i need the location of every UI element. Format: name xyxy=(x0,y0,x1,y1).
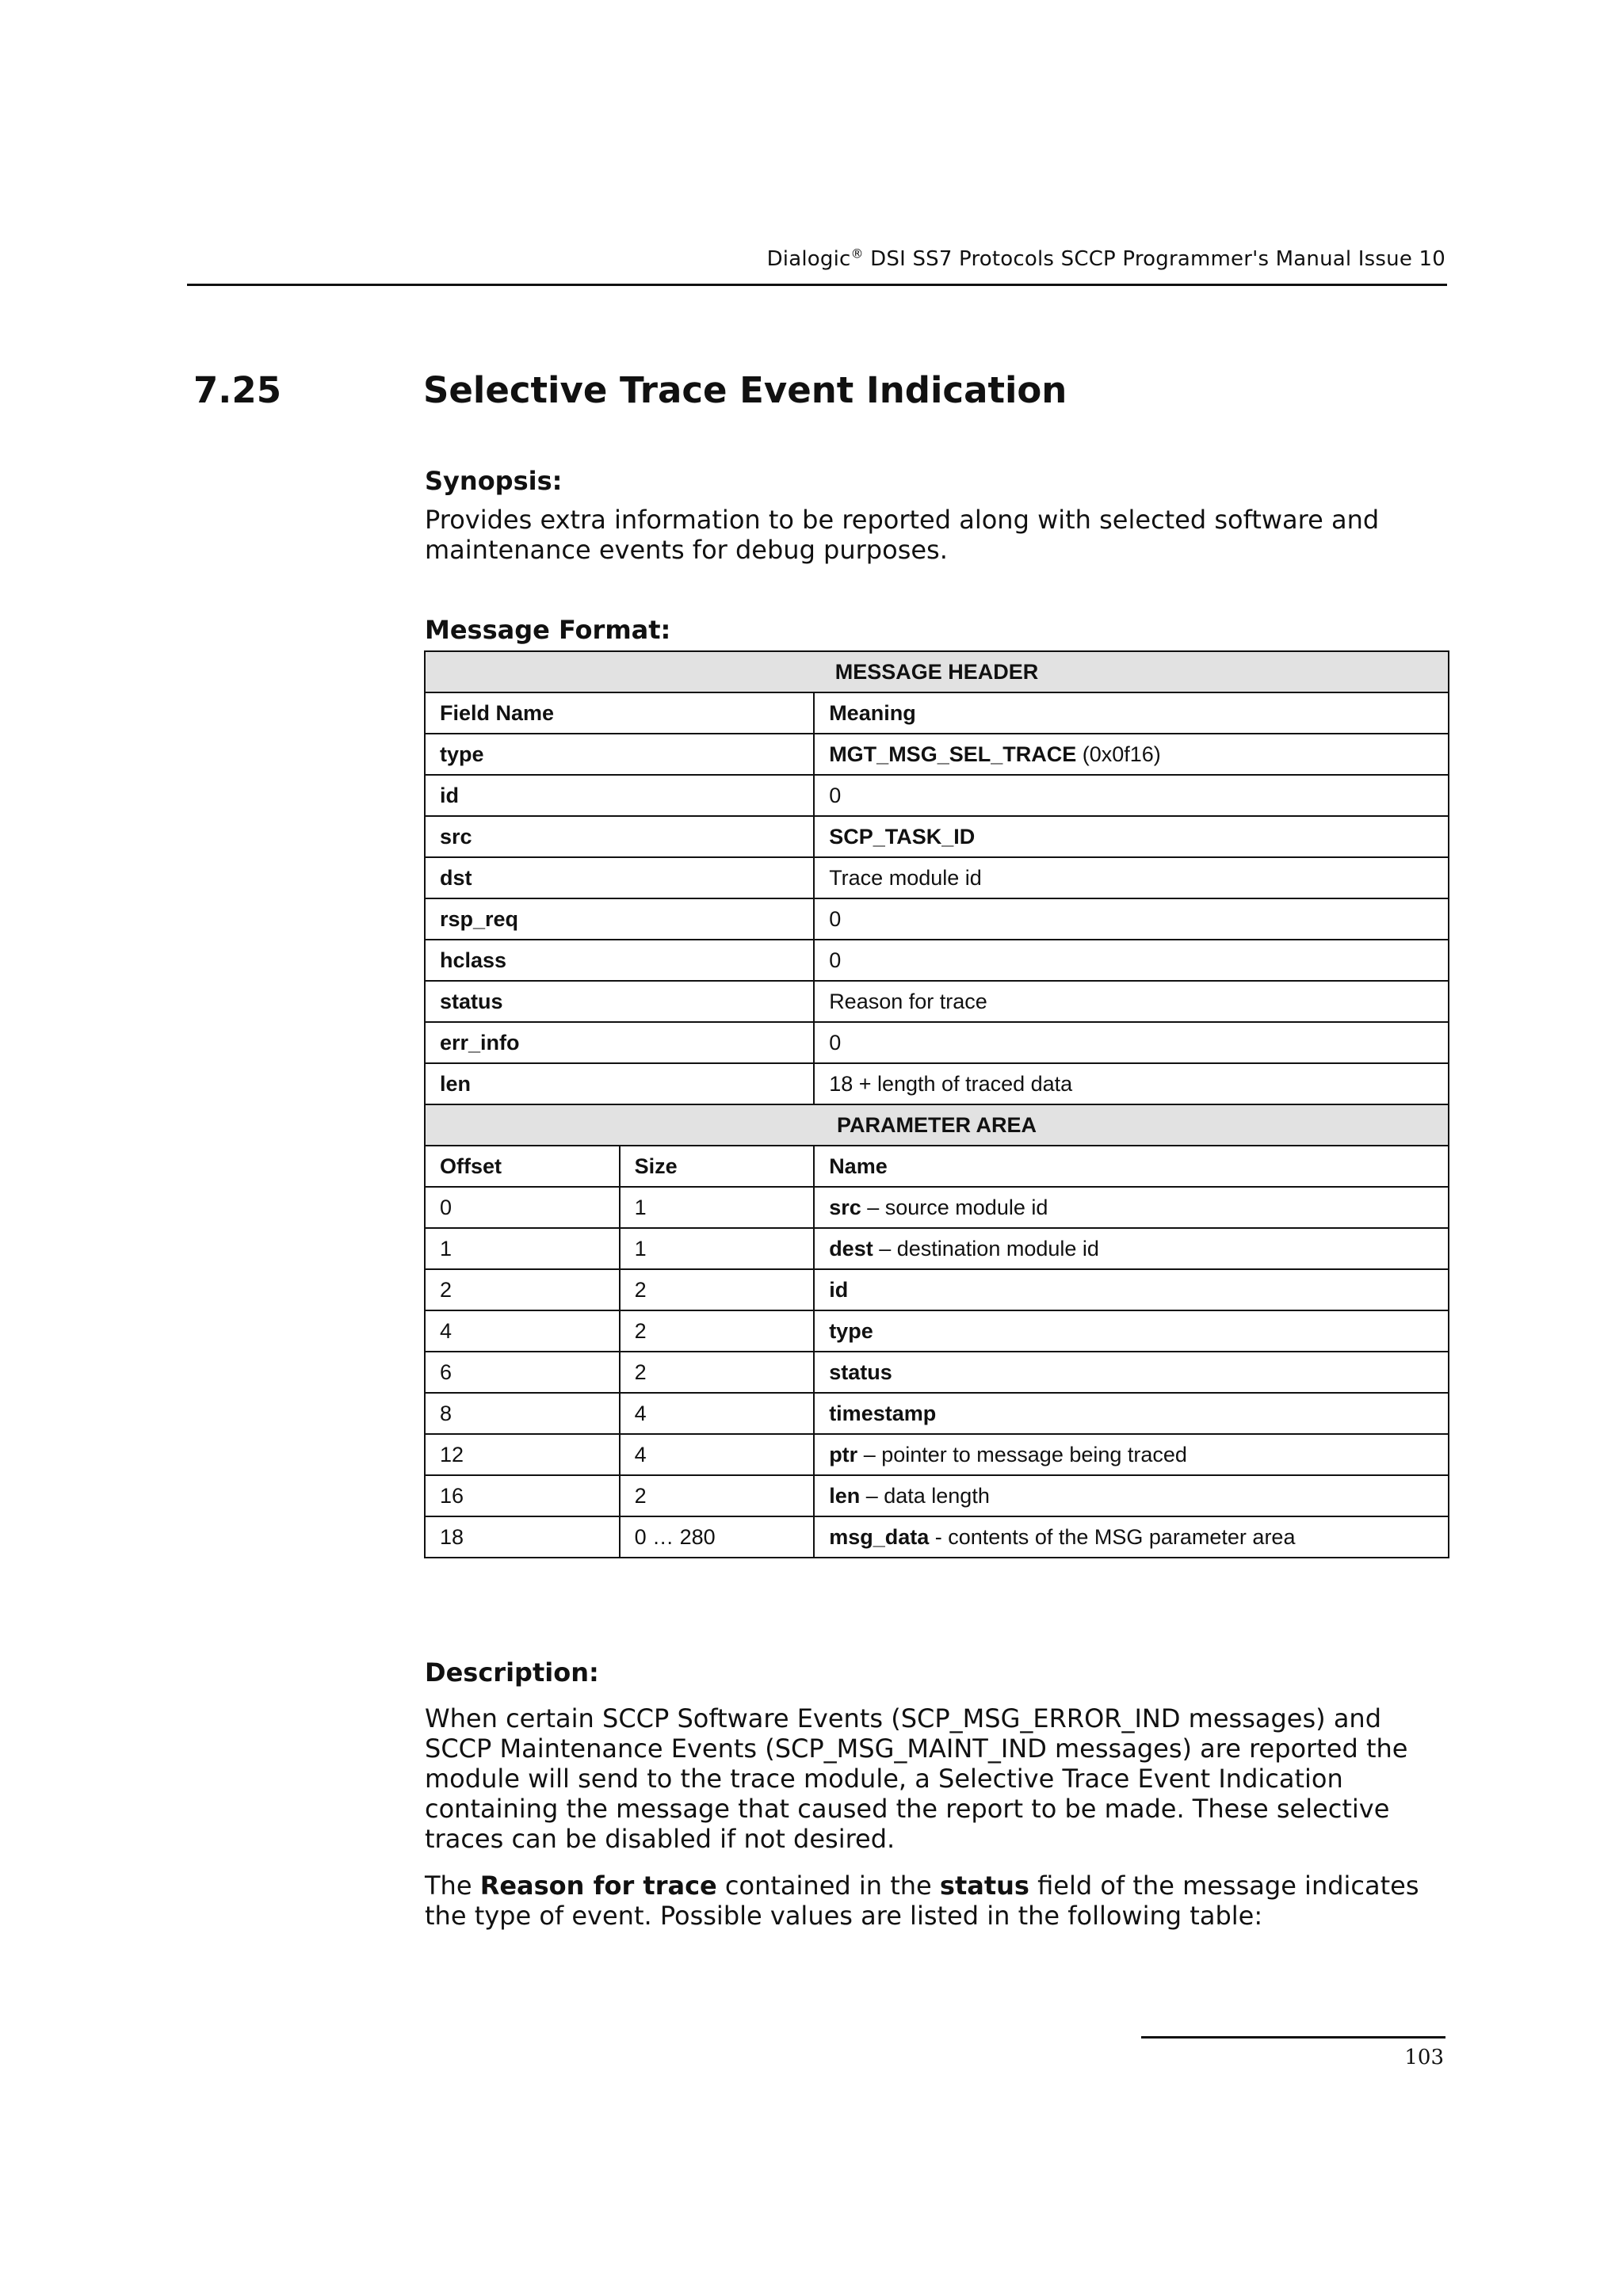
param-name-bold: ptr xyxy=(829,1442,858,1466)
message-header-band xyxy=(425,651,1449,692)
param-name-text: - contents of the MSG parameter area xyxy=(929,1524,1296,1549)
param-name-text: – destination module id xyxy=(873,1236,1099,1261)
param-name-cell xyxy=(814,1352,1449,1393)
parameter-column-row xyxy=(425,1146,1449,1187)
section-title: Selective Trace Event Indication xyxy=(423,369,1067,411)
offset-cell: 2 xyxy=(425,1269,620,1310)
size-cell: 2 xyxy=(620,1475,815,1516)
param-name-bold: type xyxy=(829,1318,873,1343)
column-name: Name xyxy=(814,1146,1449,1187)
field-name-cell: src xyxy=(425,816,814,857)
parameter-row xyxy=(425,1228,1449,1269)
para2-text-a: The xyxy=(425,1871,480,1901)
parameter-area-band xyxy=(425,1104,1449,1146)
parameter-row xyxy=(425,1187,1449,1228)
param-name-cell xyxy=(814,1228,1449,1269)
parameter-row xyxy=(425,1393,1449,1434)
description-heading: Description: xyxy=(425,1657,599,1688)
meaning-text: Trace module id xyxy=(829,865,982,890)
parameter-area-label: PARAMETER AREA xyxy=(425,1104,1449,1146)
meaning-text: Reason for trace xyxy=(829,989,987,1013)
message-format-table xyxy=(424,650,1449,1558)
column-offset: Offset xyxy=(425,1146,620,1187)
size-cell: 4 xyxy=(620,1434,815,1475)
header-field-row xyxy=(425,775,1449,816)
meaning-cell xyxy=(814,816,1449,857)
meaning-text: 0 xyxy=(829,783,842,807)
param-name-bold: dest xyxy=(829,1236,873,1261)
param-name-text: – source module id xyxy=(861,1195,1048,1219)
offset-cell: 18 xyxy=(425,1516,620,1558)
meaning-cell xyxy=(814,775,1449,816)
header-title: DSI SS7 Protocols SCCP Programmer's Manual Issue 10 xyxy=(863,247,1445,271)
param-name-bold: src xyxy=(829,1195,861,1219)
meaning-cell xyxy=(814,1063,1449,1104)
header-column-row xyxy=(425,692,1449,734)
field-name-cell: err_info xyxy=(425,1022,814,1063)
param-name-cell xyxy=(814,1434,1449,1475)
offset-cell: 0 xyxy=(425,1187,620,1228)
column-size: Size xyxy=(620,1146,815,1187)
header-field-row xyxy=(425,898,1449,940)
offset-cell: 8 xyxy=(425,1393,620,1434)
section-number: 7.25 xyxy=(193,369,282,411)
running-header xyxy=(187,247,1445,271)
size-cell: 2 xyxy=(620,1310,815,1352)
column-meaning: Meaning xyxy=(814,692,1449,734)
para2-text-c: contained in the xyxy=(716,1871,940,1901)
offset-cell: 6 xyxy=(425,1352,620,1393)
parameter-row xyxy=(425,1516,1449,1558)
meaning-text: 0 xyxy=(829,1030,842,1055)
description-para-2 xyxy=(425,1871,1447,1931)
header-brand: Dialogic xyxy=(766,247,851,271)
param-name-cell xyxy=(814,1187,1449,1228)
page-number: 103 xyxy=(1404,2046,1444,2069)
meaning-text: 0 xyxy=(829,906,842,931)
meaning-cell xyxy=(814,734,1449,775)
header-field-row xyxy=(425,734,1449,775)
parameter-row xyxy=(425,1310,1449,1352)
description-para-1: When certain SCCP Software Events (SCP_MSG_ERROR_IND messages) and SCCP Maintenance Events (SCP_MSG_MAINT_IND messages) are reported the module will send to the trace module, a Selective Trace Event Indication containing the message that caused the report to be made. These selective traces can be disabled if not desired. xyxy=(425,1703,1408,1854)
header-field-row xyxy=(425,940,1449,981)
meaning-cell xyxy=(814,1022,1449,1063)
param-name-cell xyxy=(814,1269,1449,1310)
meaning-text: 18 + length of traced data xyxy=(829,1071,1073,1096)
synopsis-text: Provides extra information to be reported along with selected software and maintenance events for debug purposes. xyxy=(425,505,1380,565)
column-field-name: Field Name xyxy=(425,692,814,734)
size-cell: 2 xyxy=(620,1352,815,1393)
footer-rule xyxy=(1141,2036,1445,2039)
meaning-cell xyxy=(814,981,1449,1022)
parameter-row xyxy=(425,1269,1449,1310)
field-name-cell: rsp_req xyxy=(425,898,814,940)
param-name-bold: len xyxy=(829,1483,861,1508)
header-field-row xyxy=(425,981,1449,1022)
size-cell: 2 xyxy=(620,1269,815,1310)
param-name-text: – pointer to message being traced xyxy=(857,1442,1187,1466)
header-field-row xyxy=(425,1063,1449,1104)
parameter-row xyxy=(425,1434,1449,1475)
param-name-cell xyxy=(814,1310,1449,1352)
offset-cell: 4 xyxy=(425,1310,620,1352)
message-header-label: MESSAGE HEADER xyxy=(425,651,1449,692)
message-format-heading: Message Format: xyxy=(425,615,671,645)
meaning-cell xyxy=(814,857,1449,898)
param-name-bold: timestamp xyxy=(829,1401,937,1425)
param-name-bold: status xyxy=(829,1360,892,1384)
size-cell: 1 xyxy=(620,1228,815,1269)
size-cell: 1 xyxy=(620,1187,815,1228)
header-field-row xyxy=(425,816,1449,857)
meaning-cell xyxy=(814,898,1449,940)
header-field-row xyxy=(425,1022,1449,1063)
meaning-bold: MGT_MSG_SEL_TRACE xyxy=(829,742,1077,766)
meaning-cell xyxy=(814,940,1449,981)
param-name-cell xyxy=(814,1516,1449,1558)
param-name-cell xyxy=(814,1393,1449,1434)
field-name-cell: hclass xyxy=(425,940,814,981)
param-name-bold: msg_data xyxy=(829,1524,930,1549)
param-name-bold: id xyxy=(829,1277,849,1302)
param-name-cell xyxy=(814,1475,1449,1516)
param-name-text: – data length xyxy=(860,1483,990,1508)
size-cell: 0 … 280 xyxy=(620,1516,815,1558)
offset-cell: 1 xyxy=(425,1228,620,1269)
para2-status: status xyxy=(939,1871,1029,1901)
header-field-row xyxy=(425,857,1449,898)
para2-reason-for-trace: Reason for trace xyxy=(479,1871,717,1901)
meaning-text: 0 xyxy=(829,948,842,972)
field-name-cell: status xyxy=(425,981,814,1022)
para2-text-e: field of the message indicates the type of event. Possible values are listed in the following table: xyxy=(425,1871,1419,1931)
offset-cell: 16 xyxy=(425,1475,620,1516)
registered-mark: ® xyxy=(850,246,864,261)
field-name-cell: id xyxy=(425,775,814,816)
field-name-cell: dst xyxy=(425,857,814,898)
header-rule xyxy=(187,284,1447,286)
offset-cell: 12 xyxy=(425,1434,620,1475)
field-name-cell: type xyxy=(425,734,814,775)
synopsis-heading: Synopsis: xyxy=(425,466,563,496)
meaning-text: (0x0f16) xyxy=(1076,742,1161,766)
meaning-bold: SCP_TASK_ID xyxy=(829,824,976,849)
parameter-row xyxy=(425,1352,1449,1393)
parameter-row xyxy=(425,1475,1449,1516)
size-cell: 4 xyxy=(620,1393,815,1434)
field-name-cell: len xyxy=(425,1063,814,1104)
